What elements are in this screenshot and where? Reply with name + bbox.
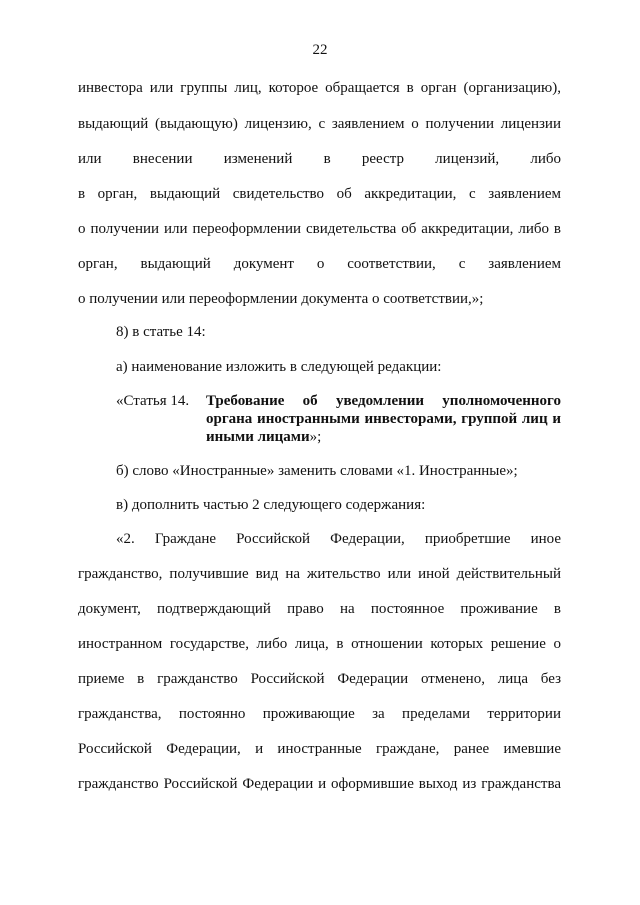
text-line: иностранном государстве, либо лица, в отношении которых решение о (78, 636, 561, 652)
text-line: о получении или переоформлении свидетельства об аккредитации, либо в (78, 221, 561, 237)
item-b: б) слово «Иностранные» заменить словами «1. Иностранные»; (116, 463, 518, 479)
item-a: а) наименование изложить в следующей редакции: (116, 359, 442, 375)
text-line: инвестора или группы лиц, которое обращается в орган (организацию), (78, 80, 561, 96)
article-heading-bold: иными лицами (206, 429, 310, 445)
text-line: «2. Граждане Российской Федерации, приобретшие иное (116, 531, 561, 547)
article-heading-line: органа иностранными инвесторами, группой лиц и (206, 411, 561, 427)
article-heading-tail: »; (309, 429, 322, 445)
text-line: гражданство Российской Федерации и оформившие выход из гражданства (78, 776, 561, 792)
text-line: документ, подтверждающий право на постоянное проживание в (78, 601, 561, 617)
item-8: 8) в статье 14: (116, 324, 206, 340)
text-line: орган, выдающий документ о соответствии, с заявлением (78, 256, 561, 272)
text-line: приеме в гражданство Российской Федерации отменено, лица без (78, 671, 561, 687)
text-line: в орган, выдающий свидетельство об аккредитации, с заявлением (78, 186, 561, 202)
text-line: Российской Федерации, и иностранные граждане, ранее имевшие (78, 741, 561, 757)
item-v: в) дополнить частью 2 следующего содержания: (116, 497, 426, 513)
article-heading (206, 392, 561, 446)
text-line: гражданства, постоянно проживающие за пределами территории (78, 706, 561, 722)
article-heading-line: Требование об уведомлении уполномоченного (206, 393, 561, 409)
article-heading-line-last (206, 428, 561, 446)
text-line: о получении или переоформлении документа о соответствии,»; (78, 291, 484, 307)
article-label: «Статья 14. (116, 393, 190, 409)
text-line: выдающий (выдающую) лицензию, с заявлением о получении лицензии (78, 116, 561, 132)
page-number: 22 (312, 42, 328, 58)
text-line: или внесении изменений в реестр лицензий, либо (78, 151, 561, 167)
text-line: гражданство, получившие вид на жительство или иной действительный (78, 566, 561, 582)
